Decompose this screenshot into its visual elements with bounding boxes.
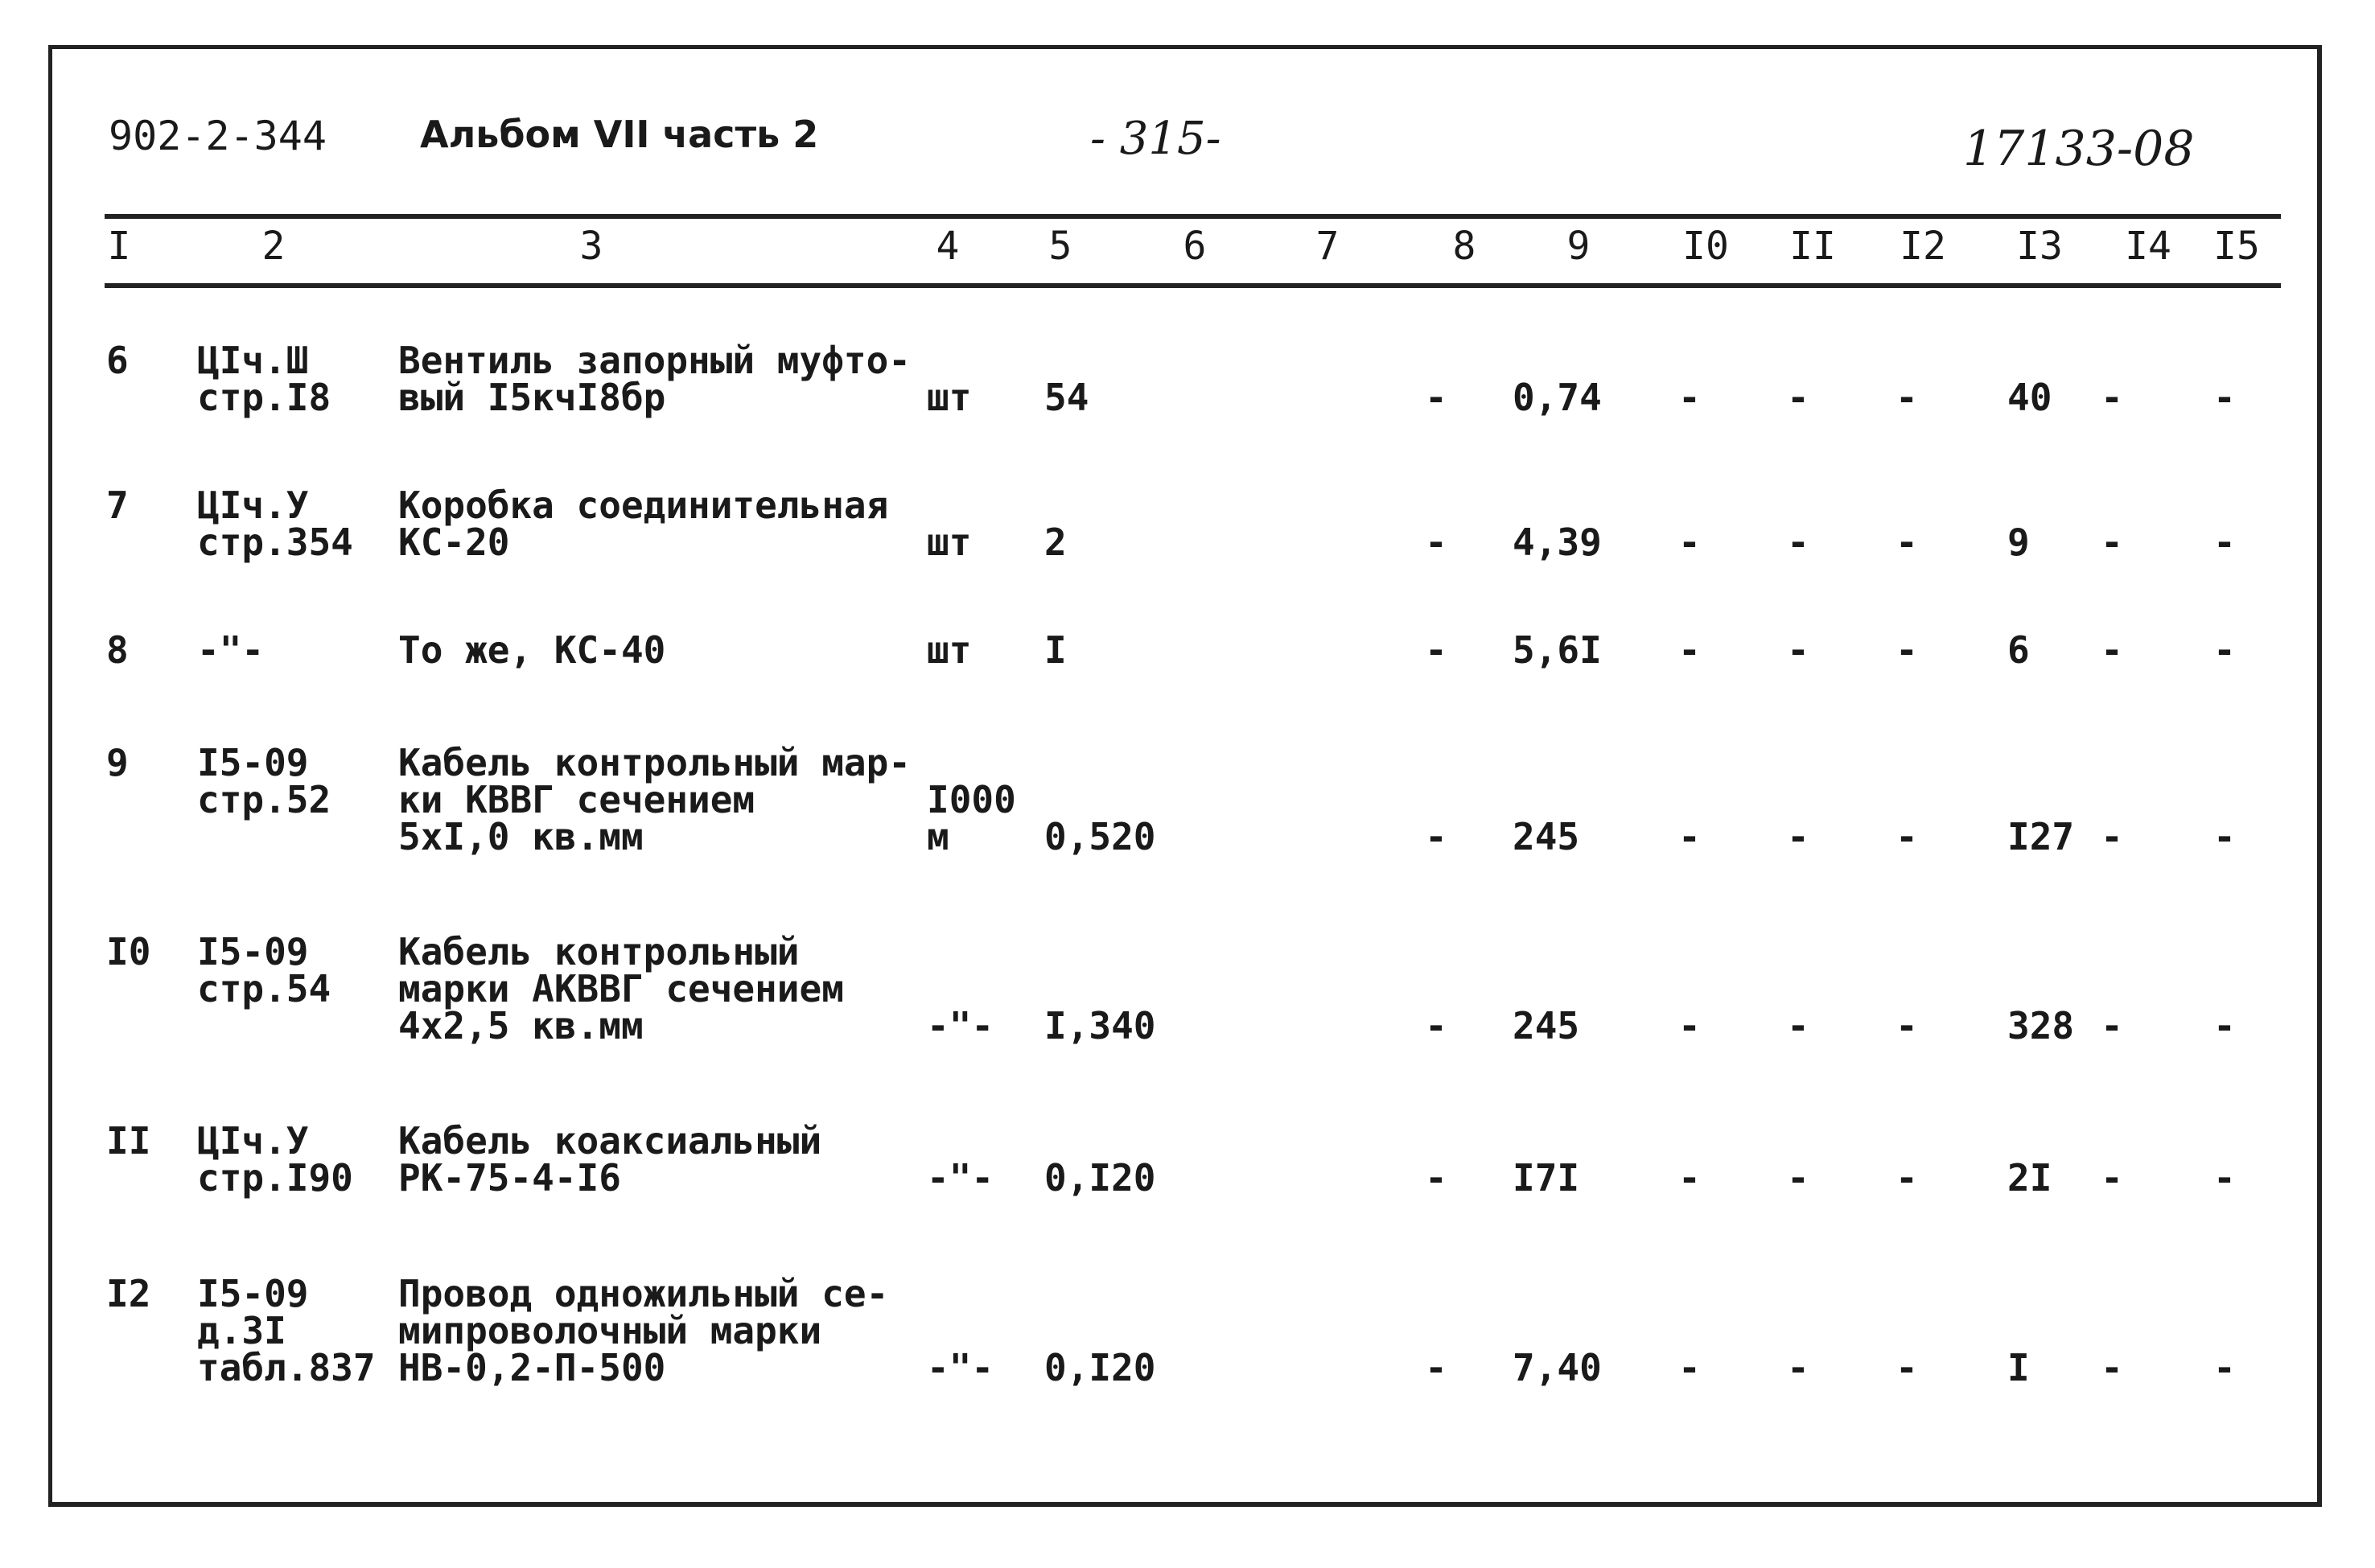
column-header-6: 6 — [1183, 224, 1207, 269]
row-col-8: - — [1425, 1346, 1447, 1389]
row-col-12: - — [1895, 815, 1918, 858]
row-unit: -"- — [927, 1004, 994, 1047]
row-col-10: - — [1678, 1156, 1701, 1200]
album-label: Альбом VII часть 2 — [420, 113, 819, 156]
row-col-12: - — [1895, 1004, 1918, 1047]
row-col-14: - — [2101, 1004, 2123, 1047]
row-unit: шт — [927, 628, 972, 672]
row-number: II — [106, 1119, 151, 1163]
sheet-code: 17133-08 — [1963, 121, 2195, 177]
row-col-10: - — [1678, 376, 1701, 419]
row-number: 8 — [106, 628, 129, 672]
row-item-name: Кабель контрольный марки АКВВГ сечением 4х2,5 кв.мм — [398, 930, 844, 1047]
row-col-9: 245 — [1513, 815, 1580, 858]
row-col-9: 245 — [1513, 1004, 1580, 1047]
column-header-14: I4 — [2125, 224, 2171, 269]
row-col-14: - — [2101, 376, 2123, 419]
row-col-13: 40 — [2007, 376, 2052, 419]
row-quantity: 0,I20 — [1044, 1346, 1156, 1389]
row-col-14: - — [2101, 1346, 2123, 1389]
row-col-10: - — [1678, 1004, 1701, 1047]
row-col-9: 7,40 — [1513, 1346, 1602, 1389]
row-col-9: 4,39 — [1513, 521, 1602, 564]
row-number: I2 — [106, 1272, 151, 1315]
row-col-13: 9 — [2007, 521, 2030, 564]
row-unit: шт — [927, 376, 972, 419]
row-number: 9 — [106, 741, 129, 784]
row-col-8: - — [1425, 1004, 1447, 1047]
column-header-9: 9 — [1566, 224, 1591, 269]
row-col-15: - — [2213, 1004, 2236, 1047]
row-reference: ЦIч.У стр.354 — [197, 484, 353, 564]
row-unit: шт — [927, 521, 972, 564]
row-unit: I000 м — [927, 778, 1016, 858]
row-col-15: - — [2213, 1346, 2236, 1389]
row-col-11: - — [1787, 628, 1809, 672]
column-header-7: 7 — [1315, 224, 1340, 269]
row-unit: -"- — [927, 1346, 994, 1389]
header-rule-top — [105, 214, 2281, 219]
row-col-13: 328 — [2007, 1004, 2075, 1047]
column-header-10: I0 — [1682, 224, 1729, 269]
row-number: 6 — [106, 339, 129, 382]
row-col-13: 2I — [2007, 1156, 2052, 1200]
row-col-8: - — [1425, 815, 1447, 858]
row-item-name: То же, КС-40 — [398, 628, 666, 672]
row-col-15: - — [2213, 1156, 2236, 1200]
column-header-3: 3 — [579, 224, 603, 269]
column-header-1: I — [107, 224, 131, 269]
row-col-11: - — [1787, 815, 1809, 858]
row-col-12: - — [1895, 1346, 1918, 1389]
row-quantity: I,340 — [1044, 1004, 1156, 1047]
column-header-8: 8 — [1452, 224, 1476, 269]
column-header-4: 4 — [936, 224, 960, 269]
row-col-10: - — [1678, 628, 1701, 672]
row-col-10: - — [1678, 815, 1701, 858]
row-reference: ЦIч.Ш стр.I8 — [197, 339, 331, 419]
row-quantity: 0,I20 — [1044, 1156, 1156, 1200]
row-col-8: - — [1425, 376, 1447, 419]
row-col-14: - — [2101, 628, 2123, 672]
row-col-15: - — [2213, 376, 2236, 419]
row-col-14: - — [2101, 815, 2123, 858]
row-col-12: - — [1895, 1156, 1918, 1200]
row-quantity: 2 — [1044, 521, 1067, 564]
row-col-15: - — [2213, 521, 2236, 564]
row-reference: I5-09 стр.54 — [197, 930, 331, 1010]
row-col-13: I27 — [2007, 815, 2075, 858]
row-col-14: - — [2101, 1156, 2123, 1200]
row-item-name: Вентиль запорный муфто- вый I5кчI8бр — [398, 339, 911, 419]
row-col-11: - — [1787, 1156, 1809, 1200]
row-reference: I5-09 д.3I табл.837 — [197, 1272, 376, 1389]
row-quantity: 54 — [1044, 376, 1089, 419]
row-col-9: 0,74 — [1513, 376, 1602, 419]
row-item-name: Провод одножильный се- мипроволочный марки НВ-0,2-П-500 — [398, 1272, 889, 1389]
row-reference: ЦIч.У стр.I90 — [197, 1119, 353, 1200]
column-header-11: II — [1789, 224, 1836, 269]
row-quantity: 0,520 — [1044, 815, 1156, 858]
row-col-8: - — [1425, 521, 1447, 564]
row-col-10: - — [1678, 1346, 1701, 1389]
row-col-12: - — [1895, 521, 1918, 564]
row-col-15: - — [2213, 628, 2236, 672]
row-col-15: - — [2213, 815, 2236, 858]
row-reference: I5-09 стр.52 — [197, 741, 331, 821]
row-col-11: - — [1787, 521, 1809, 564]
row-item-name: Кабель контрольный мар- ки КВВГ сечением 5хI,0 кв.мм — [398, 741, 911, 858]
document-code: 902-2-344 — [109, 113, 327, 159]
column-header-5: 5 — [1048, 224, 1072, 269]
row-col-9: 5,6I — [1513, 628, 1602, 672]
column-header-12: I2 — [1900, 224, 1946, 269]
row-col-11: - — [1787, 376, 1809, 419]
row-reference: -"- — [197, 628, 265, 672]
row-item-name: Кабель коаксиальный РК-75-4-I6 — [398, 1119, 822, 1200]
page-number: - 315- — [1090, 113, 1221, 165]
row-col-8: - — [1425, 1156, 1447, 1200]
row-col-8: - — [1425, 628, 1447, 672]
column-header-13: I3 — [2016, 224, 2063, 269]
row-col-12: - — [1895, 376, 1918, 419]
row-col-10: - — [1678, 521, 1701, 564]
row-col-9: I7I — [1513, 1156, 1580, 1200]
row-col-12: - — [1895, 628, 1918, 672]
column-header-2: 2 — [261, 224, 286, 269]
column-header-15: I5 — [2213, 224, 2260, 269]
row-number: I0 — [106, 930, 151, 973]
row-item-name: Коробка соединительная КС-20 — [398, 484, 889, 564]
header-rule-bottom — [105, 283, 2281, 288]
row-quantity: I — [1044, 628, 1067, 672]
row-col-11: - — [1787, 1346, 1809, 1389]
row-col-13: 6 — [2007, 628, 2030, 672]
row-col-14: - — [2101, 521, 2123, 564]
row-unit: -"- — [927, 1156, 994, 1200]
row-col-13: I — [2007, 1346, 2030, 1389]
row-number: 7 — [106, 484, 129, 527]
row-col-11: - — [1787, 1004, 1809, 1047]
